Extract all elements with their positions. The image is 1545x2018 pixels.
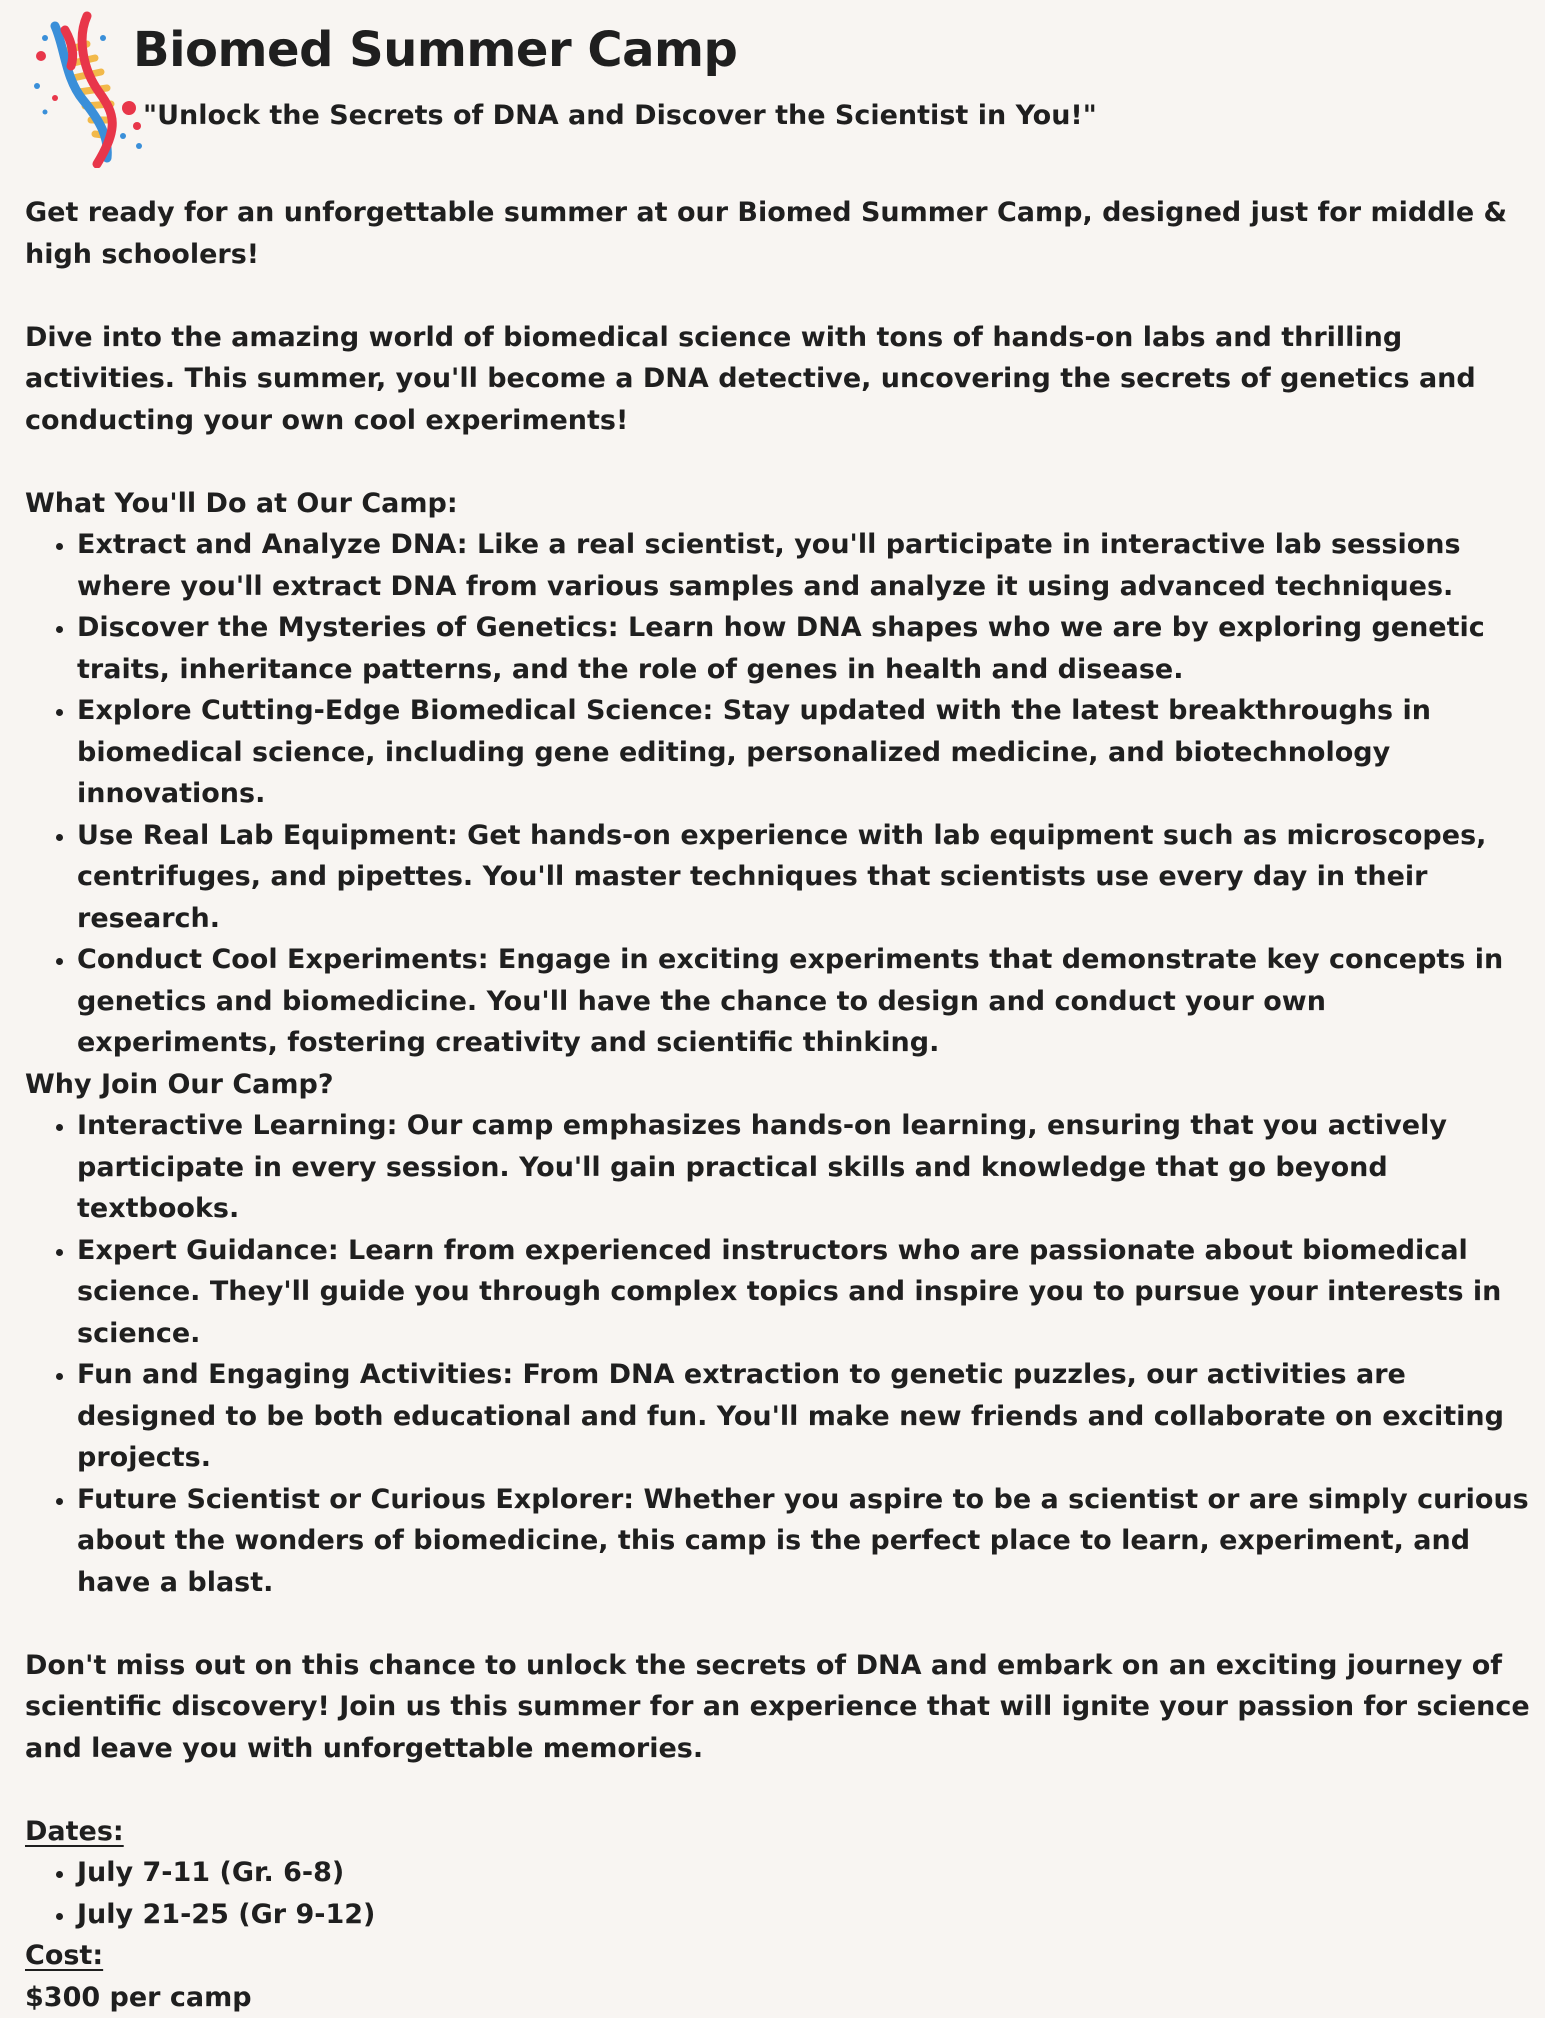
spacer: [25, 1769, 1530, 1811]
list-item: • Interactive Learning: Our camp emphasizes hands-on learning, ensuring that you actively participate in every session. You'll gain practical skills and knowledge that go beyond textbooks.: [77, 1105, 1530, 1230]
list-item: • Conduct Cool Experiments: Engage in exciting experiments that demonstrate key concepts in genetics and biomedicine. You'll have the chance to design and conduct your own experiments, fostering creativity and scientific thinking.: [77, 939, 1530, 1064]
what-you-do-heading: What You'll Do at Our Camp:: [25, 483, 1530, 525]
cost-label: Cost:: [25, 1935, 1530, 1977]
list-item: • Fun and Engaging Activities: From DNA extraction to genetic puzzles, our activities are designed to be both educational and fun. You'll make new friends and collaborate on exciting projects.: [77, 1354, 1530, 1479]
closing-paragraph: Don't miss out on this chance to unlock the secrets of DNA and embark on an exciting journey of scientific discovery! Join us this summer for an experience that will ignite your passion for science and leave you with unforgettable memories.: [25, 1645, 1530, 1770]
intro-paragraph-2: Dive into the amazing world of biomedical science with tons of hands-on labs and thrilling activities. This summer, you'll become a DNA detective, uncovering the secrets of genetics and conducting your own cool experiments!: [25, 317, 1530, 442]
date-item: • July 21-25 (Gr 9-12): [77, 1894, 1530, 1936]
cost-value: $300 per camp: [25, 1977, 1530, 2018]
intro-paragraph-1: Get ready for an unforgettable summer at our Biomed Summer Camp, designed just for middle & high schoolers!: [25, 192, 1530, 275]
list-item: • Future Scientist or Curious Explorer: Whether you aspire to be a scientist or are simply curious about the wonders of biomedicine, this camp is the perfect place to learn, experiment, and have a blast.: [77, 1479, 1530, 1604]
page-subtitle: "Unlock the Secrets of DNA and Discover the Scientist in You!": [143, 98, 1097, 133]
page-title: Biomed Summer Camp: [133, 22, 737, 80]
why-join-list: [25, 1105, 1530, 1603]
list-item: • Discover the Mysteries of Genetics: Learn how DNA shapes who we are by exploring genetic traits, inheritance patterns, and the role of genes in health and disease.: [77, 607, 1530, 690]
flyer-body: [25, 192, 1530, 2018]
list-item: • Explore Cutting-Edge Biomedical Science: Stay updated with the latest breakthroughs in biomedical science, including gene editing, personalized medicine, and biotechnology innovations.: [77, 690, 1530, 815]
date-item: • July 7-11 (Gr. 6-8): [77, 1852, 1530, 1894]
spacer: [25, 1603, 1530, 1645]
dates-list: [25, 1852, 1530, 1935]
what-you-do-list: [25, 524, 1530, 1064]
list-item: • Expert Guidance: Learn from experienced instructors who are passionate about biomedical science. They'll guide you through complex topics and inspire you to pursue your interests in science.: [77, 1230, 1530, 1355]
dates-label: Dates:: [25, 1811, 1530, 1853]
spacer: [25, 275, 1530, 317]
header: [25, 0, 1545, 178]
spacer: [25, 441, 1530, 483]
why-join-heading: Why Join Our Camp?: [25, 1064, 1530, 1106]
list-item: • Extract and Analyze DNA: Like a real scientist, you'll participate in interactive lab sessions where you'll extract DNA from various samples and analyze it using advanced techniques.: [77, 524, 1530, 607]
list-item: • Use Real Lab Equipment: Get hands-on experience with lab equipment such as microscopes, centrifuges, and pipettes. You'll master techniques that scientists use every day in their research.: [77, 815, 1530, 940]
